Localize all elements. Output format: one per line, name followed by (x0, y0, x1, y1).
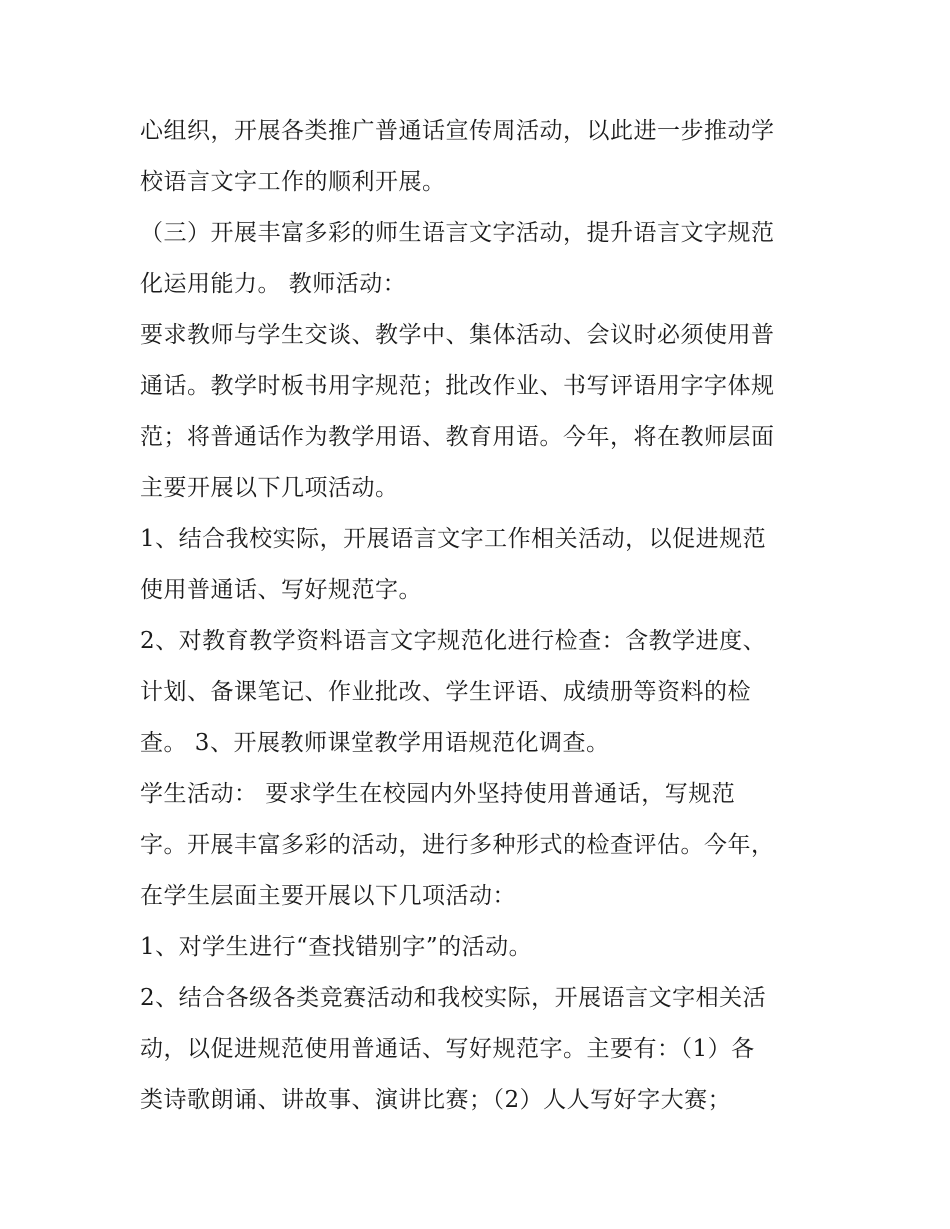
text-line: 类诗歌朗诵、讲故事、演讲比赛；（2）人人写好字大赛； (140, 1087, 732, 1113)
text-line: 范；将普通话作为教学用语、教育用语。今年，将在教师层面 (140, 424, 775, 450)
text-line: 查。 3、开展教师课堂教学用语规范化调查。 (140, 730, 610, 756)
section-heading-line: （三）开展丰富多彩的师生语言文字活动，提升语言文字规范 (140, 220, 775, 246)
text-line: 化运用能力。 教师活动： (140, 271, 407, 297)
list-item-line: 1、对学生进行“查找错别字”的活动。 (140, 934, 533, 960)
text-line: 字。开展丰富多彩的活动，进行多种形式的检查评估。今年， (140, 832, 775, 858)
list-item-line: 1、结合我校实际，开展语言文字工作相关活动，以促进规范 (140, 526, 767, 552)
text-line: 通话。教学时板书用字规范；批改作业、书写评语用字字体规 (140, 373, 775, 399)
text-line: 动，以促进规范使用普通话、写好规范字。主要有：（1）各 (140, 1036, 755, 1062)
text-line: 主要开展以下几项活动。 (140, 475, 399, 501)
document-body (140, 106, 830, 1126)
list-item-line: 2、对教育教学资料语言文字规范化进行检查：含教学进度、 (140, 628, 767, 654)
text-line: 在学生层面主要开展以下几项活动： (140, 883, 516, 909)
list-item-line: 2、结合各级各类竞赛活动和我校实际，开展语言文字相关活 (140, 985, 767, 1011)
text-line: 校语言文字工作的顺利开展。 (140, 169, 446, 195)
text-line: 心组织，开展各类推广普通话宣传周活动，以此进一步推动学 (140, 118, 775, 144)
text-line: 使用普通话、写好规范字。 (140, 577, 422, 603)
text-line: 要求教师与学生交谈、教学中、集体活动、会议时必须使用普 (140, 322, 775, 348)
text-line: 计划、备课笔记、作业批改、学生评语、成绩册等资料的检 (140, 679, 751, 705)
text-line: 学生活动： 要求学生在校园内外坚持使用普通话，写规范 (140, 781, 736, 807)
